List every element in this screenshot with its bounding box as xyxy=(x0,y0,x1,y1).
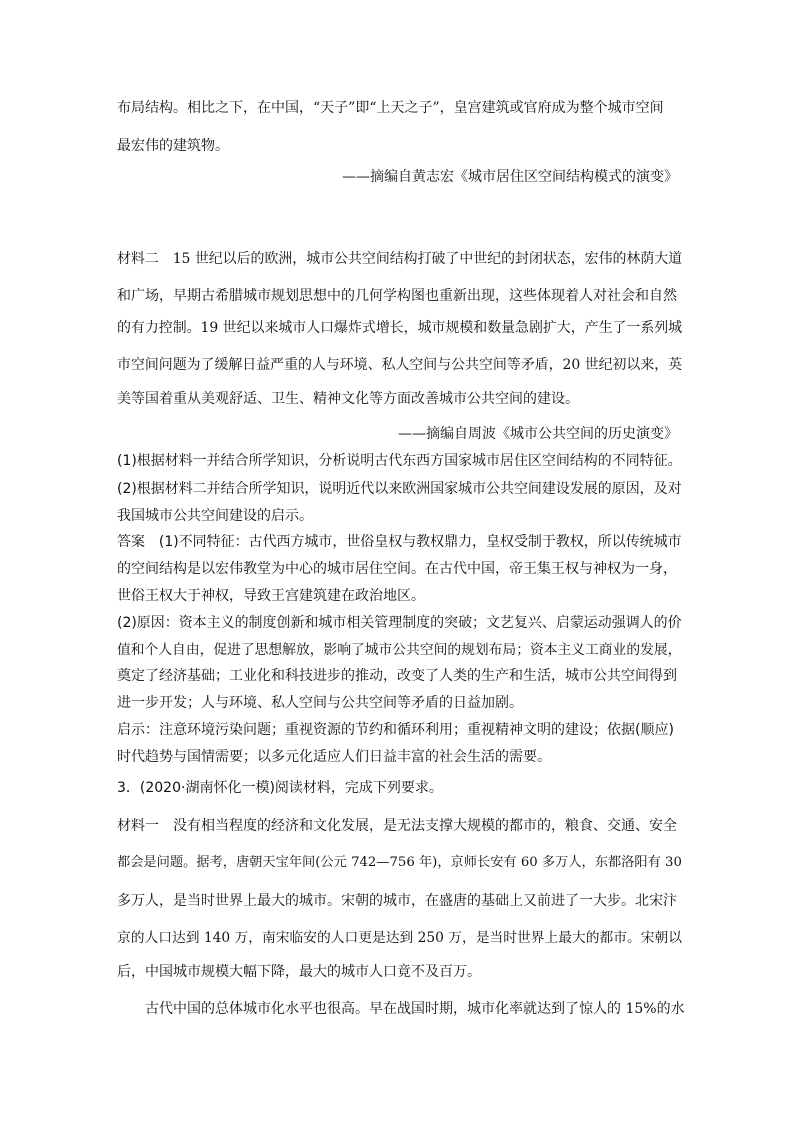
text-line: 材料一 没有相当程度的经济和文化发展，是无法支撑大规模的都市的，粮食、交通、安全 xyxy=(117,818,677,834)
answer-line: 启示：注意环境污染问题；重视资源的节约和循环利用；重视精神文明的建设；依据(顺应) xyxy=(117,722,674,738)
answer-line: 世俗王权大于神权，导致王宫建筑建在政治地区。 xyxy=(117,588,425,604)
question-2: (2)根据材料二并结合所学知识，说明近代以来欧洲国家城市公共空间建设发展的原因，及对 xyxy=(117,481,682,497)
text-line: 和广场，早期古希腊城市规划思想中的几何学构图也重新出现，这些体现着人对社会和自然 xyxy=(117,288,677,304)
answer-line: (2)原因：资本主义的制度创新和城市相关管理制度的突破；文艺复兴、启蒙运动强调人的价 xyxy=(117,615,682,631)
text-line: 古代中国的总体城市化水平也很高。早在战国时期，城市化率就达到了惊人的 15%的水 xyxy=(145,1001,685,1017)
text-line: 美等国着重从美观舒适、卫生、精神文化等方面改善城市公共空间的建设。 xyxy=(117,391,579,407)
answer-line: 进一步开发；人与环境、私人空间与公共空间等矛盾的日益加剧。 xyxy=(117,695,523,711)
text-line: 布局结构。相比之下，在中国，“天子”即“上天之子”，皇宫建筑或官府成为整个城市空间 xyxy=(117,100,664,116)
text-line: 材料二 15 世纪以后的欧洲，城市公共空间结构打破了中世纪的封闭状态，宏伟的林荫大道 xyxy=(117,251,683,267)
text-line: 后，中国城市规模大幅下降，最大的城市人口竟不及百万。 xyxy=(117,964,481,980)
question-3-heading: 3．(2020·湖南怀化一模)阅读材料，完成下列要求。 xyxy=(117,780,443,796)
answer-line: 奠定了经济基础；工业化和科技进步的推动，改变了人类的生产和生活，城市公共空间得到 xyxy=(117,668,677,684)
answer-line: 的空间结构是以宏伟教堂为中心的城市居住空间。在古代中国，帝王集王权与神权为一身， xyxy=(117,561,677,577)
answer-line: 答案 (1)不同特征：古代西方城市，世俗皇权与教权鼎力，皇权受制于教权，所以传统城市 xyxy=(117,534,682,550)
text-line: 都会是问题。据考，唐朝天宝年间(公元 742—756 年)，京师长安有 60 多万人，东都洛阳有 30 xyxy=(117,855,682,870)
text-line: 市空间问题为了缓解日益严重的人与环境、私人空间与公共空间等矛盾，20 世纪初以来，英 xyxy=(117,357,683,373)
question-1: (1)根据材料一并结合所学知识，分析说明古代东西方国家城市居住区空间结构的不同特征。 xyxy=(117,453,682,469)
answer-line: 值和个人自由，促进了思想解放，影响了城市公共空间的规划布局；资本主义工商业的发展， xyxy=(117,642,682,658)
citation: ——摘编自黄志宏《城市居住区空间结构模式的演变》 xyxy=(342,169,678,185)
text-line: 最宏伟的建筑物。 xyxy=(117,138,229,154)
text-line: 的有力控制。19 世纪以来城市人口爆炸式增长，城市规模和数量急剧扩大，产生了一系列城 xyxy=(117,320,683,336)
text-line: 京的人口达到 140 万，南宋临安的人口更是达到 250 万，是当时世界上最大的都市。宋朝以 xyxy=(117,930,682,946)
answer-line: 时代趋势与国情需要；以多元化适应人们日益丰富的社会生活的需要。 xyxy=(117,749,551,765)
citation: ——摘编自周波《城市公共空间的历史演变》 xyxy=(398,426,678,442)
text-line: 我国城市公共空间建设的启示。 xyxy=(117,508,313,524)
text-line: 多万人，是当时世界上最大的城市。宋朝的城市，在盛唐的基础上又前进了一大步。北宋汴 xyxy=(117,893,677,909)
